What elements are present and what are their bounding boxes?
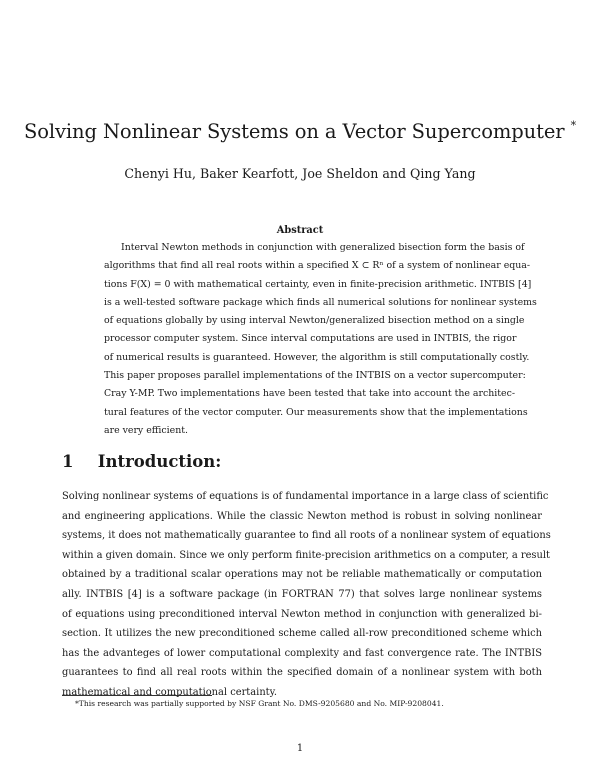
section-title: Introduction: [97,452,222,471]
introduction-body [62,487,551,703]
abstract-line: tural features of the vector computer. Our measurements show that the implementations [104,406,528,418]
section-number: 1 [62,452,74,471]
abstract-line: of equations globally by using interval Newton/generalized bisection method on a single [104,315,525,327]
intro-line: mathematical and computational certainty. [62,686,278,698]
abstract-line: Cray Y-MP. Two implementations have been tested that take into account the architec- [104,388,515,400]
footnote: *This research was partially supported by NSF Grant No. DMS-9205680 and No. MIP-9208041. [75,699,444,708]
title-text: Solving Nonlinear Systems on a Vector Supercomputer [23,120,565,143]
paper-title [0,120,600,143]
intro-line: obtained by a traditional scalar operations may not be reliable mathematically or computation [62,569,542,581]
abstract-line: Interval Newton methods in conjunction with generalized bisection form the basis of [121,242,525,253]
intro-line: and engineering applications. While the classic Newton method is robust in solving nonlinear [62,510,542,522]
abstract-line: tions F(X) = 0 with mathematical certainty, even in finite-precision arithmetic. INTBIS [4] [104,278,532,290]
abstract-line: processor computer system. Since interval computations are used in INTBIS, the rigor [104,333,517,345]
author-list: Chenyi Hu, Baker Kearfott, Joe Sheldon and Qing Yang [124,166,476,181]
intro-line: ally. INTBIS [4] is a software package (in FORTRAN 77) that solves large nonlinear systems [62,588,542,600]
footnote-divider [62,695,212,696]
abstract-line: is a well-tested software package which finds all numerical solutions for nonlinear systems [104,296,537,308]
intro-line: within a given domain. Since we only perform finite-precision arithmetics on a computer, a result [62,549,550,561]
abstract-line: This paper proposes parallel implementations of the INTBIS on a vector supercomputer: [104,370,526,382]
intro-line: guarantees to find all real roots within the specified domain of a nonlinear system with both [62,667,542,679]
abstract-body [104,239,537,440]
intro-line: Solving nonlinear systems of equations is of fundamental importance in a large class of scientific [62,491,549,502]
intro-line: of equations using preconditioned interval Newton method in conjunction with generalized bi- [62,608,542,620]
page-number: 1 [296,743,304,754]
abstract-line: are very efficient. [104,424,188,436]
abstract-line: of numerical results is guaranteed. However, the algorithm is still computationally costly. [104,351,530,363]
intro-line: has the advanteges of lower computational complexity and fast convergence rate. The INTBIS [62,647,542,659]
intro-line: systems, it does not mathematically guarantee to find all roots of a nonlinear system of equations [62,530,551,542]
section-heading [62,452,221,471]
abstract-heading: Abstract [276,225,324,236]
abstract-line: algorithms that find all real roots within a specified X ⊂ Rⁿ of a system of nonlinear equa- [104,260,531,272]
title-footnote-mark: * [570,118,577,132]
intro-line: section. It utilizes the new preconditioned scheme called all-row preconditioned scheme which [62,628,542,640]
